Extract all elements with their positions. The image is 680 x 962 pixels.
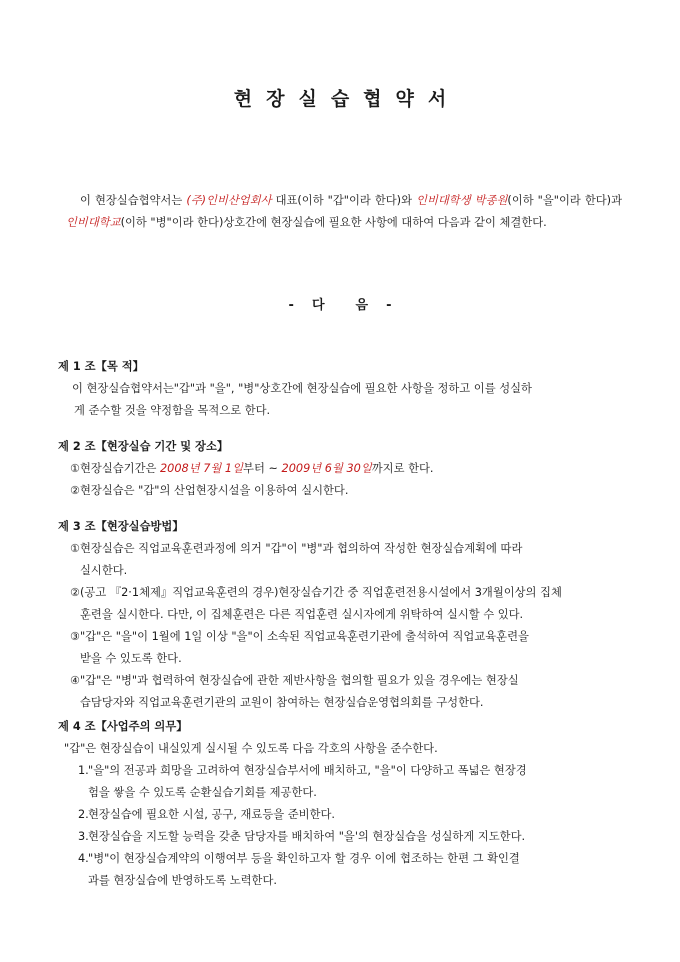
article-item [58,480,628,502]
article-item [58,538,628,582]
item-marker: ③ [70,630,80,643]
article-item [58,582,628,626]
title-char: 실 [298,88,317,110]
heading-char: 다 [311,298,325,313]
title-char: 현 [233,88,253,110]
start-date: 2008년 7월 1일 [159,462,244,475]
text-line: 이 현장실습협약서는"갑"과 "을", "병"상호간에 현장실습에 필요한 사항을 정하고 이를 성실하 [72,382,532,395]
item-text: 현장실습은 "갑"의 산업현장시설을 이용하여 실시한다. [80,484,349,497]
title-char: 습 [330,88,350,110]
text-line: (공고 『2·1체제』직업교육훈련의 경우)현장실습기간 중 직업훈련전용시설에서 3개월이상의 집체 [80,586,562,599]
text-line: 과를 현장실습에 반영하도록 노력한다. [88,874,277,887]
numbered-item [58,804,628,826]
item-marker: ① [70,542,80,555]
numbered-item [58,826,628,848]
text-line: "을"의 전공과 희망을 고려하여 현장실습부서에 배치하고, "을"이 다양하고 폭넓은 현장경 [88,764,527,777]
article-item [58,670,628,714]
article-1 [58,356,628,422]
title-char: 약 [395,88,414,110]
article-item [58,626,628,670]
item-marker: ② [70,484,80,497]
item-marker: ④ [70,674,80,687]
section-heading-dagum [0,294,680,313]
text-line: 현장실습은 직업교육훈련과정에 의거 "갑"이 "병"과 협의하여 작성한 현장실습계획에 따라 [80,542,523,555]
article-3 [58,516,628,714]
student-name: 인비대학생 박종원 [416,194,508,207]
title-char: 장 [266,88,285,110]
text-line: "갑"은 "병"과 협력하여 현장실습에 관한 제반사항을 협의할 필요가 있을 경우에는 현장실 [80,674,519,687]
end-date: 2009년 6월 30일 [281,462,372,475]
article-2 [58,436,628,502]
item-marker: ② [70,586,80,599]
numbered-item [58,760,628,804]
article-heading: 제 2 조【현장실습 기간 및 장소】 [58,440,229,453]
item-text: 까지로 한다. [371,462,434,475]
dash-mark: - [288,298,294,313]
document-title [0,84,680,111]
university-name: 인비대학교 [66,216,121,229]
text-line: 훈련을 실시한다. 다만, 이 집체훈련은 다른 직업훈련 실시자에게 위탁하여 실시할 수 있다. [80,608,524,621]
title-char: 서 [427,88,447,110]
article-item [58,458,628,480]
article-heading: 제 1 조【목 적】 [58,360,144,373]
text-line: "병"이 현장실습계약의 이행여부 등을 확인하고자 할 경우 이에 협조하는 한편 그 확인결 [88,852,520,865]
article-4 [58,716,628,892]
intro-text: (이하 "병"이라 한다)상호간에 현장실습에 필요한 사항에 대하여 다음과 같이 체결한다. [120,216,547,229]
intro-paragraph [66,190,622,234]
intro-text: 대표(이하 "갑"이라 한다)와 [271,194,417,207]
item-marker: ① [70,462,80,475]
company-name: (주)인비산업회사 [186,194,272,207]
item-marker: 2. [78,808,89,821]
title-char: 협 [363,88,382,110]
article-lead: "갑"은 현장실습이 내실있게 실시될 수 있도록 다음 각호의 사항을 준수한다. [64,742,438,755]
article-text [58,378,628,422]
intro-text: 이 현장실습협약서는 [80,194,187,207]
item-text: 부터 ~ [243,462,282,475]
text-line: 현장실습에 필요한 시설, 공구, 재료등을 준비한다. [88,808,335,821]
text-line: 현장실습을 지도할 능력을 갖춘 담당자를 배치하여 "을'의 현장실습을 성실하게 지도한다. [88,830,526,843]
intro-text: (이하 "을"이라 한다)과 [507,194,623,207]
heading-char: 음 [355,298,369,313]
dash-mark: - [386,298,392,313]
item-text: 현장실습기간은 [80,462,160,475]
article-heading: 제 4 조【사업주의 의무】 [58,720,188,733]
text-line: "갑"은 "을"이 1월에 1일 이상 "을"이 소속된 직업교육훈련기관에 출석하여 직업교육훈련을 [80,630,529,643]
text-line: 험을 쌓을 수 있도록 순환실습기회를 제공한다. [88,786,317,799]
item-marker: 1. [78,764,89,777]
text-line: 게 준수할 것을 약정함을 목적으로 한다. [74,404,271,417]
numbered-item [58,848,628,892]
item-marker: 4. [78,852,89,865]
text-line: 받을 수 있도록 한다. [80,652,182,665]
text-line: 실시한다. [80,564,128,577]
text-line: 습담당자와 직업교육훈련기관의 교원이 참여하는 현장실습운영협의회를 구성한다. [80,696,484,709]
item-marker: 3. [78,830,89,843]
article-heading: 제 3 조【현장실습방법】 [58,520,184,533]
